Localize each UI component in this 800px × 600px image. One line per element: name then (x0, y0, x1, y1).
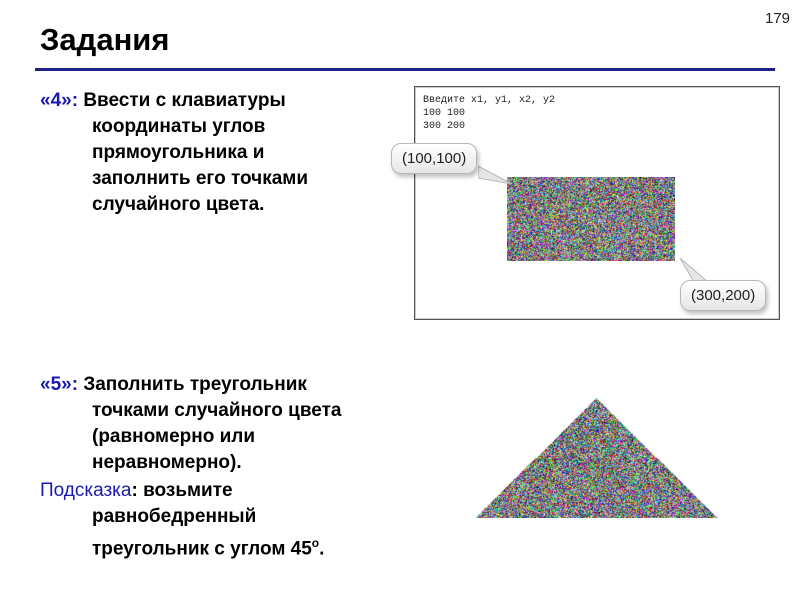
hint-label: Подсказка (40, 480, 132, 501)
task-4-line-5: случайного цвета. (92, 194, 265, 215)
console-input-1: 100 100 (423, 108, 466, 119)
task-5-line-4: неравномерно). (92, 452, 242, 473)
hint-line-2: равнобедренный (92, 506, 257, 527)
task-4-line-3: прямоугольника и (92, 142, 265, 163)
page-number: 179 (764, 10, 790, 27)
task-4 (40, 88, 380, 218)
callout-pointer-top-left (478, 160, 518, 186)
random-color-triangle (474, 398, 718, 518)
title-divider (35, 68, 775, 71)
console-prompt: Введите x1, y1, x2, y2 (423, 95, 556, 106)
task-5-line-2: точками случайного цвета (92, 400, 342, 421)
hint-line-1: : возьмите (131, 480, 233, 501)
callout-top-left-corner: (100,100) (391, 143, 477, 174)
slide-title: Задания (40, 22, 170, 57)
task-5-number: «5»: (40, 374, 79, 395)
task-5 (40, 372, 420, 476)
task-4-line-1: Ввести с клавиатуры (83, 90, 286, 111)
task-4-number: «4»: (40, 90, 79, 111)
task-4-line-4: заполнить его точками (92, 168, 309, 189)
hint-line-3-end: . (319, 538, 325, 560)
task-5-line-1: Заполнить треугольник (83, 374, 307, 395)
task-5-line-3: (равномерно или (92, 426, 256, 447)
console-input-2: 300 200 (423, 121, 466, 132)
hint (40, 478, 420, 562)
task-4-line-2: координаты углов (92, 116, 266, 137)
hint-line-3-text: треугольник с углом 45 (92, 538, 312, 560)
degree-sign: о (311, 536, 320, 550)
hint-line-3 (40, 530, 420, 562)
random-color-triangle-wrap (474, 398, 718, 518)
callout-bottom-right-corner: (300,200) (680, 280, 766, 311)
random-color-rectangle (507, 177, 675, 261)
